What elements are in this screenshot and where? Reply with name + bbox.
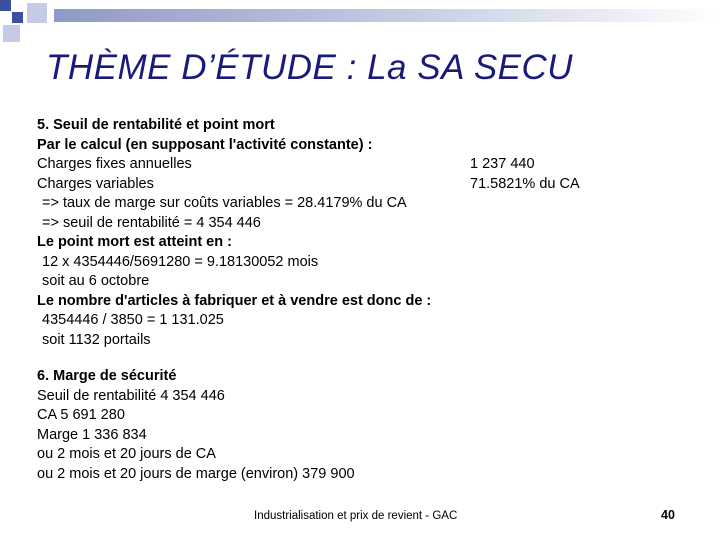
articles-result: soit 1132 portails [42,331,151,348]
breakeven-calc: 12 x 4354446/5691280 = 9.18130052 mois [42,253,319,270]
safety-months-ca: ou 2 mois et 20 jours de CA [37,446,216,462]
threshold-line: => seuil de rentabilité = 4 354 446 [42,214,261,231]
breakeven-heading: Le point mort est atteint en : [37,234,232,250]
deco-bar [54,9,720,22]
safety-threshold: Seuil de rentabilité 4 354 446 [37,387,225,404]
articles-calc: 4354446 / 3850 = 1 131.025 [42,312,224,328]
margin-rate-line: => taux de marge sur coûts variables = 28.4179% du CA [42,195,407,211]
deco-square-4 [3,25,20,42]
variable-charges-value: 71.5821% du CA [470,175,580,192]
header-decoration [0,0,720,46]
safety-months-margin: ou 2 mois et 20 jours de marge (environ) 379 900 [37,465,355,482]
fixed-charges-label: Charges fixes annuelles [37,156,192,172]
safety-margin: Marge 1 336 834 [37,426,147,443]
section5-heading: 5. Seuil de rentabilité et point mort [37,117,275,133]
deco-square-3 [27,3,47,23]
breakeven-date: soit au 6 octobre [42,273,150,289]
variable-charges-label: Charges variables [37,175,154,192]
slide-title: THÈME D’ÉTUDE : La SA SECU [46,48,574,87]
deco-square-1 [0,0,11,11]
page-number: 40 [661,508,675,522]
section5-subheading: Par le calcul (en supposant l'activité constante) : [37,136,373,153]
deco-square-2 [12,12,23,23]
section6-heading: 6. Marge de sécurité [37,368,177,384]
slide-footer: Industrialisation et prix de revient - GAC [254,510,458,522]
safety-revenue: CA 5 691 280 [37,407,125,423]
articles-heading: Le nombre d'articles à fabriquer et à vendre est donc de : [37,292,432,309]
fixed-charges-value: 1 237 440 [470,156,535,172]
